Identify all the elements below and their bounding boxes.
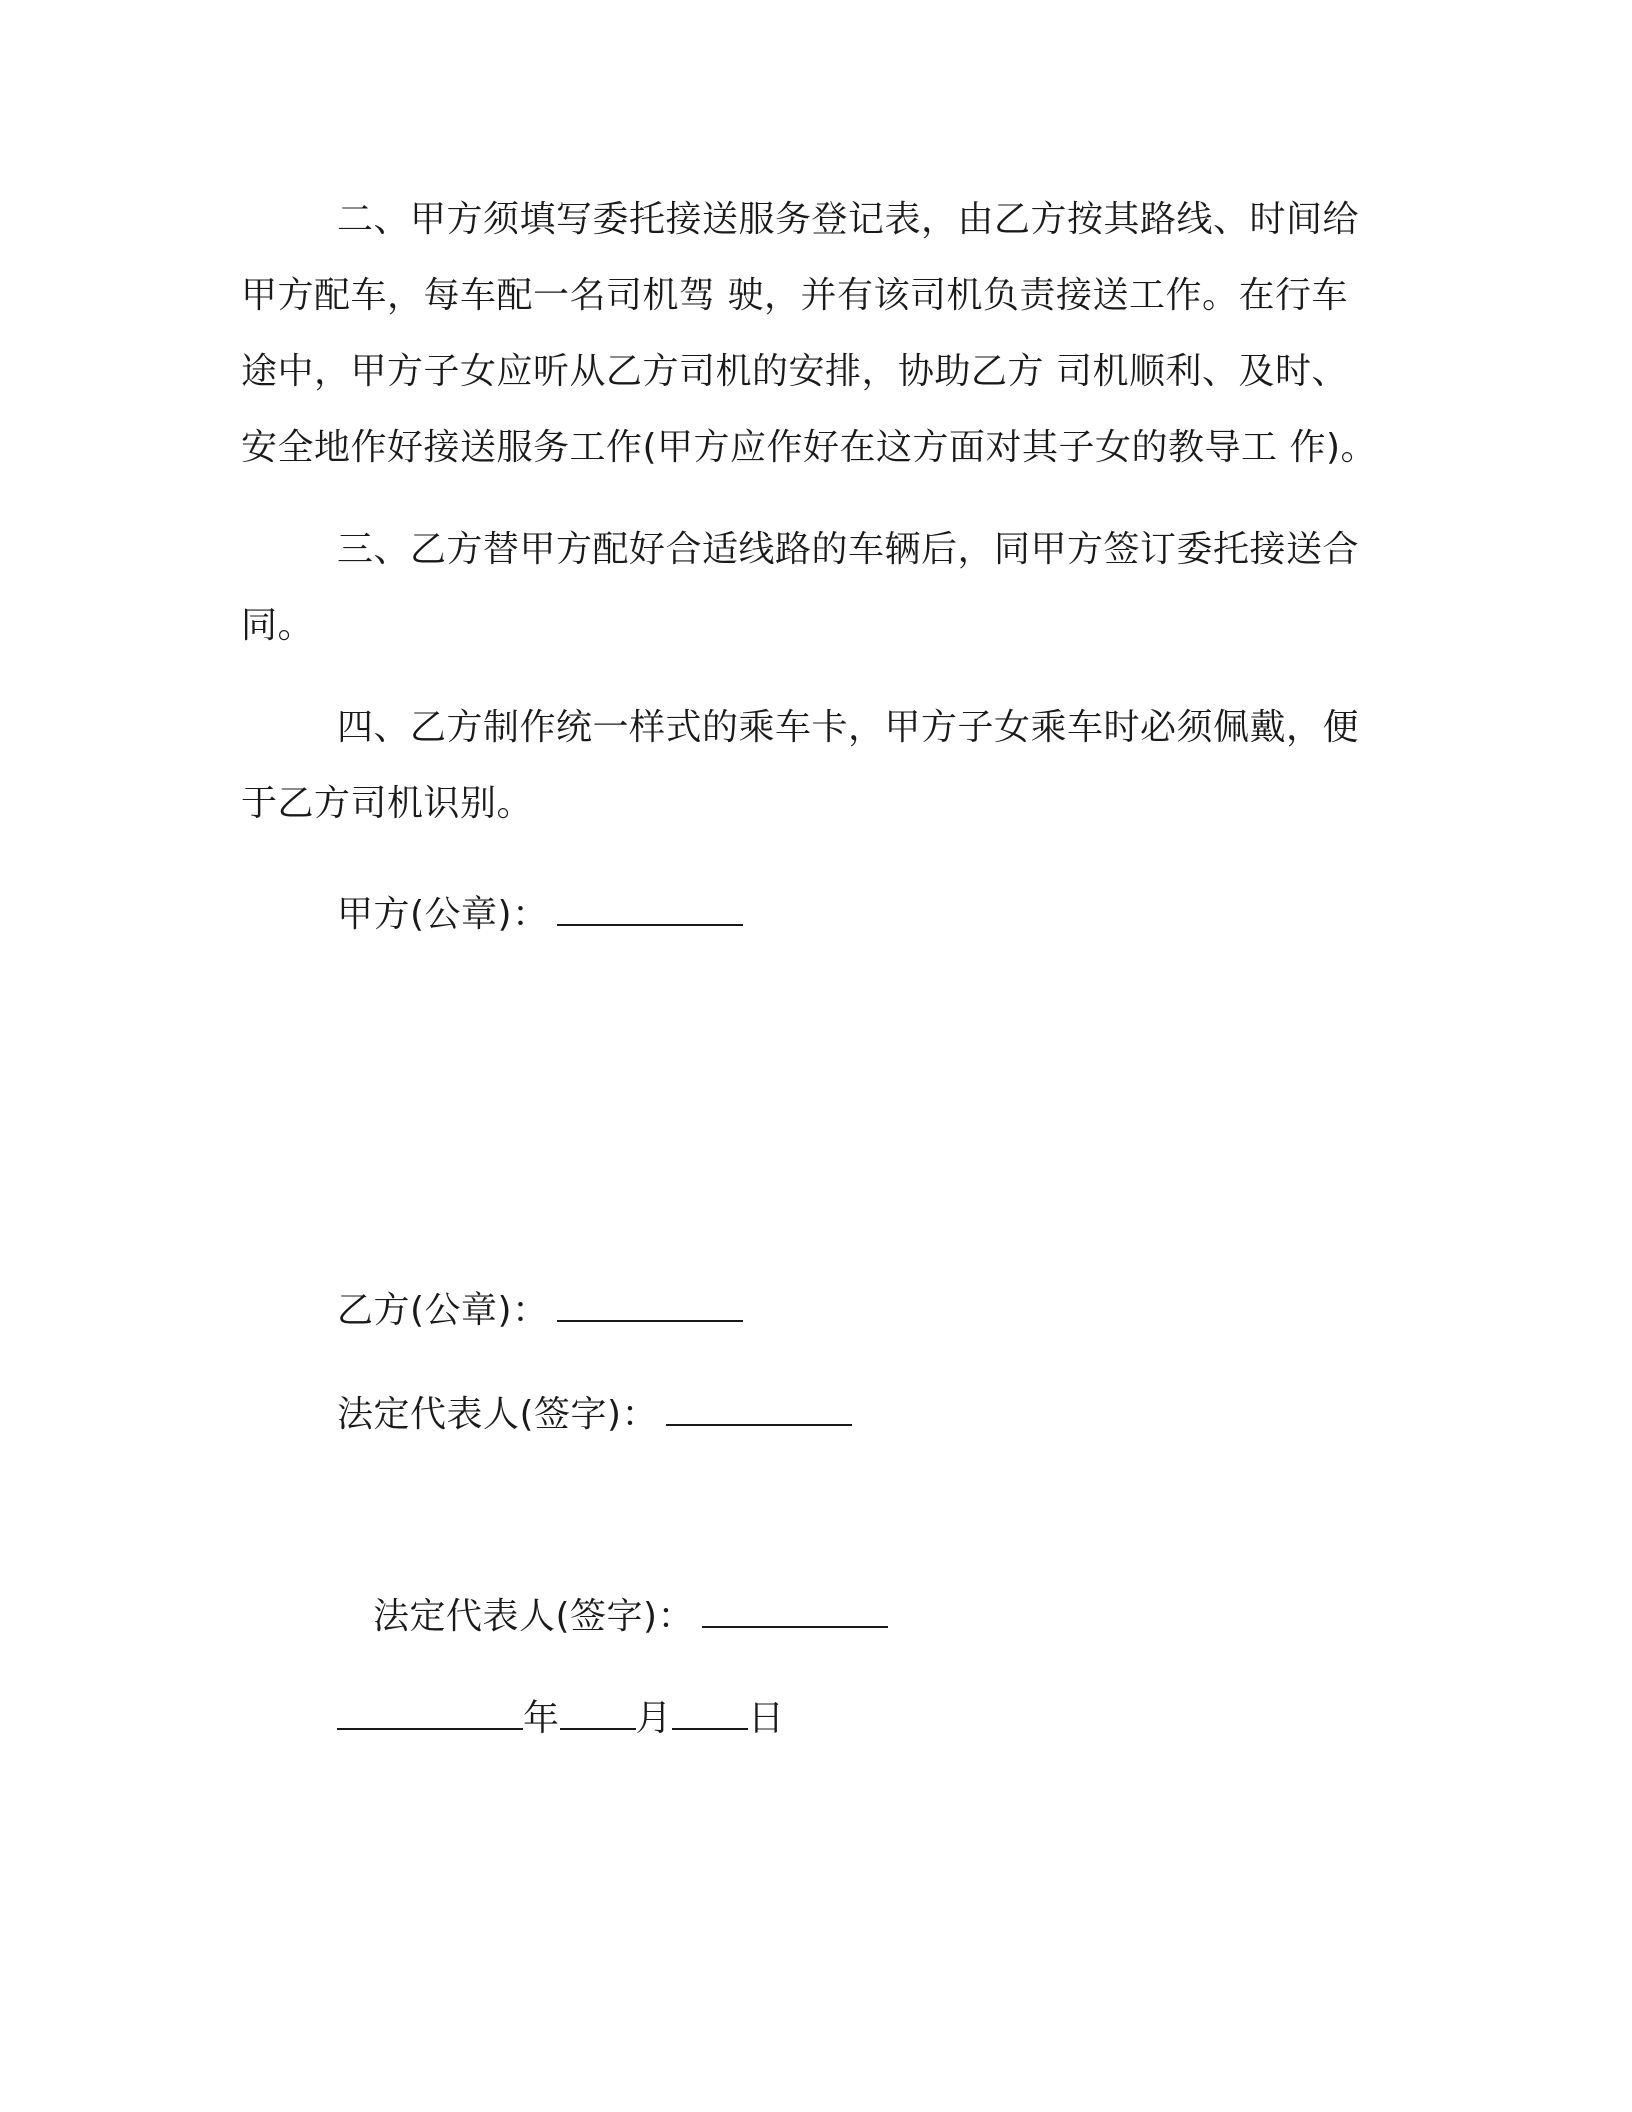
- legal-rep-1-label: 法定代表人(签字)：: [337, 1394, 659, 1435]
- clause-two-line-2: 甲方配车，每车配一名司机驾 驶，并有该司机负责接送工作。在行车: [241, 275, 1348, 316]
- party-b-label: 乙方(公章)：: [337, 1290, 549, 1331]
- clause-three-line-1: 三、乙方替甲方配好合适线路的车辆后，同甲方签订委托接送合: [337, 529, 1360, 570]
- clause-two-line-3: 途中，甲方子女应听从乙方司机的安排，协助乙方 司机顺利、及时、: [241, 351, 1348, 392]
- clause-four-line-1: 四、乙方制作统一样式的乘车卡，甲方子女乘车时必须佩戴，便: [337, 707, 1360, 748]
- date-year-blank[interactable]: [337, 1694, 523, 1730]
- date-day-blank[interactable]: [672, 1694, 748, 1730]
- date-year-label: 年: [523, 1698, 560, 1739]
- legal-rep-2-label: 法定代表人(签字)：: [373, 1596, 695, 1637]
- clause-three-line-2: 同。: [241, 605, 315, 646]
- party-b-blank[interactable]: [557, 1286, 743, 1322]
- date-month-label: 月: [635, 1698, 673, 1739]
- legal-rep-2-signature-line: [373, 1592, 888, 1641]
- clause-two-line-4: 安全地作好接送服务工作(甲方应作好在这方面对其子女的教导工 作)。: [241, 427, 1378, 468]
- legal-rep-2-blank[interactable]: [702, 1592, 888, 1628]
- legal-rep-1-blank[interactable]: [666, 1390, 852, 1426]
- clause-two-line-1: 二、甲方须填写委托接送服务登记表，由乙方按其路线、时间给: [337, 199, 1360, 240]
- date-month-blank[interactable]: [560, 1694, 636, 1730]
- party-a-label: 甲方(公章)：: [337, 894, 549, 935]
- party-a-signature-line: [337, 890, 743, 939]
- party-b-signature-line: [337, 1286, 743, 1335]
- party-a-blank[interactable]: [557, 890, 743, 926]
- legal-rep-1-signature-line: [337, 1390, 852, 1439]
- clause-four-line-2: 于乙方司机识别。: [241, 783, 534, 824]
- date-line: [337, 1694, 785, 1743]
- date-day-label: 日: [748, 1698, 785, 1739]
